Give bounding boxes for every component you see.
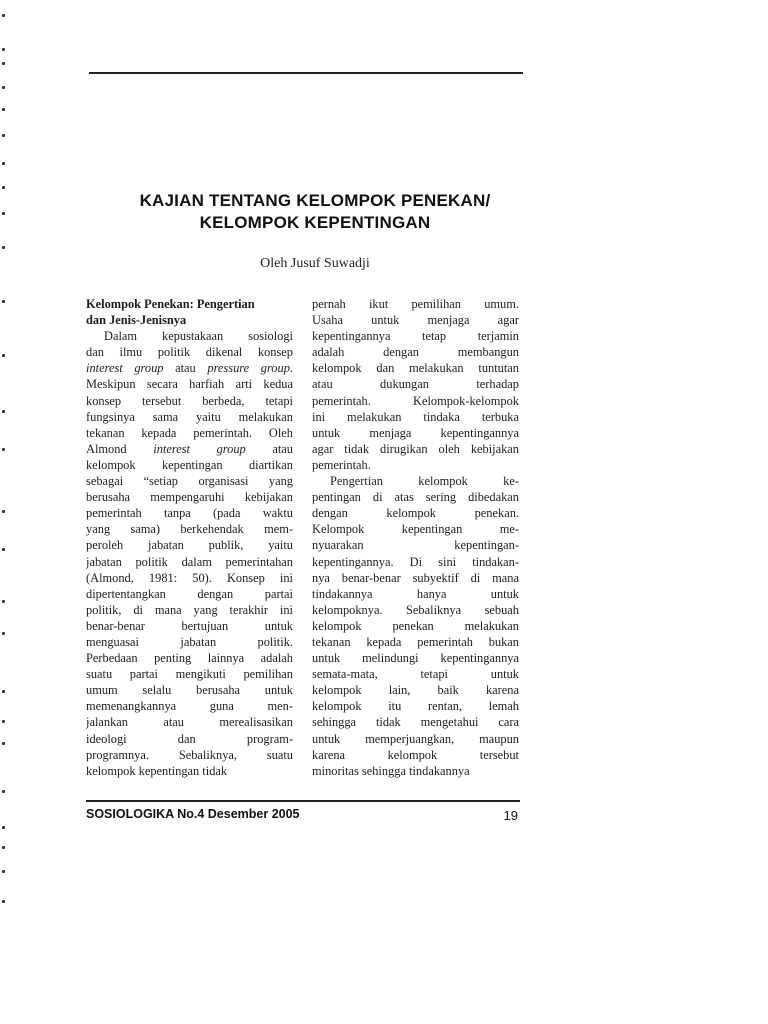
- text-column-left: [86, 296, 293, 779]
- text-line: suatu partai mengikuti pemilihan: [86, 667, 293, 682]
- bottom-rule: [86, 800, 520, 802]
- text-line: untuk menjaga kepentingannya: [312, 425, 519, 440]
- footer-journal-name: SOSIOLOGIKA No.4 Desember 2005: [86, 807, 300, 821]
- text-line: untuk memperjuangkan, maupun: [312, 731, 519, 746]
- text-line: kelompok lain, baik karena: [312, 683, 519, 698]
- text-line: tekanan kepada pemerintah. Oleh: [86, 425, 293, 440]
- text-line: Kelompok Penekan: Pengertian: [86, 297, 255, 311]
- text-line: semata-mata, tetapi untuk: [312, 667, 519, 682]
- text-line: konsep tersebut berbeda, tetapi: [86, 393, 293, 408]
- text-line: yang sama) berkehendak mem-: [86, 522, 293, 537]
- text-line: pentingan di atas sering dibedakan: [312, 490, 519, 505]
- text-line: benar-benar bertujuan untuk: [86, 618, 293, 633]
- text-line: adalah dengan membangun: [312, 345, 519, 360]
- text-line: pemerintah. Kelompok-kelompok: [312, 393, 519, 408]
- text-line: politik, di mana yang terakhir ini: [86, 602, 293, 617]
- text-line: interest group atau pressure group.: [86, 361, 293, 376]
- text-line: pemerintah tanpa (pada waktu: [86, 506, 293, 521]
- text-line: fungsinya sama yaitu melakukan: [86, 409, 293, 424]
- text-line: Usaha untuk menjaga agar: [312, 313, 519, 328]
- text-line: ideologi dan program-: [86, 731, 293, 746]
- text-line: untuk melindungi kepentingannya: [312, 651, 519, 666]
- text-line: memenangkannya guna men-: [86, 699, 293, 714]
- article-title: [95, 190, 535, 234]
- text-line: umum selalu berusaha untuk: [86, 683, 293, 698]
- text-line: kelompok kepentingan tidak: [86, 763, 228, 778]
- text-line: dan ilmu politik dikenal konsep: [86, 345, 293, 360]
- text-line: sebagai “setiap organisasi yang: [86, 474, 293, 489]
- text-line: Meskipun secara harfiah arti kedua: [86, 377, 293, 392]
- text-line: Perbedaan penting lainnya adalah: [86, 651, 293, 666]
- text-line: Kelompok kepentingan me-: [312, 522, 519, 537]
- text-line: atau dukungan terhadap: [312, 377, 519, 392]
- page-number: 19: [503, 808, 518, 823]
- text-column-right: [312, 296, 519, 779]
- text-line: pemerintah.: [312, 457, 371, 472]
- scan-margin-marks: [2, 0, 12, 1024]
- text-line: jalankan atau merealisasikan: [86, 715, 293, 730]
- text-line: Almond interest group atau: [86, 441, 293, 456]
- text-line: peroleh jabatan publik, yaitu: [86, 538, 293, 553]
- text-line: tindakannya hanya untuk: [312, 586, 519, 601]
- text-line: kelompok kepentingan diartikan: [86, 457, 293, 472]
- article-title-line: KAJIAN TENTANG KELOMPOK PENEKAN/: [139, 191, 491, 210]
- text-line: kepentingannya tetap terjamin: [312, 329, 519, 344]
- text-line: Pengertian kelompok ke-: [330, 474, 519, 489]
- article-title-line: KELOMPOK KEPENTINGAN: [199, 213, 431, 232]
- text-line: nya benar-benar subyektif di mana: [312, 570, 519, 585]
- text-line: (Almond, 1981: 50). Konsep ini: [86, 570, 293, 585]
- text-line: agar tidak dirugikan oleh kebijakan: [312, 441, 519, 456]
- text-line: kelompoknya. Sebaliknya sebuah: [312, 602, 519, 617]
- text-line: kepentingannya. Di sini tindakan-: [312, 554, 519, 569]
- text-line: Dalam kepustakaan sosiologi: [104, 329, 293, 344]
- text-line: jabatan politik dalam pemerintahan: [86, 554, 293, 569]
- text-line: pernah ikut pemilihan umum.: [312, 297, 519, 311]
- text-line: programnya. Sebaliknya, suatu: [86, 747, 293, 762]
- text-line: kelompok itu rentan, lemah: [312, 699, 519, 714]
- text-line: kelompok penekan melakukan: [312, 618, 519, 633]
- text-line: sehingga tidak mengetahui cara: [312, 715, 519, 730]
- text-line: karena kelompok tersebut: [312, 747, 519, 762]
- text-line: menguasai jabatan politik.: [86, 634, 293, 649]
- article-author: Oleh Jusuf Suwadji: [260, 256, 370, 271]
- text-line: minoritas sehingga tindakannya: [312, 763, 470, 778]
- text-line: dan Jenis-Jenisnya: [86, 313, 187, 328]
- text-line: ini melakukan tindaka terbuka: [312, 409, 519, 424]
- text-line: dengan kelompok penekan.: [312, 506, 519, 521]
- text-line: berusaha mempengaruhi kebijakan: [86, 490, 293, 505]
- top-rule: [89, 72, 523, 74]
- text-line: nyuarakan kepentingan-: [312, 538, 519, 553]
- text-line: tekanan kepada pemerintah bukan: [312, 634, 519, 649]
- text-line: kelompok dan melakukan tuntutan: [312, 361, 519, 376]
- text-line: dipertentangkan dengan partai: [86, 586, 293, 601]
